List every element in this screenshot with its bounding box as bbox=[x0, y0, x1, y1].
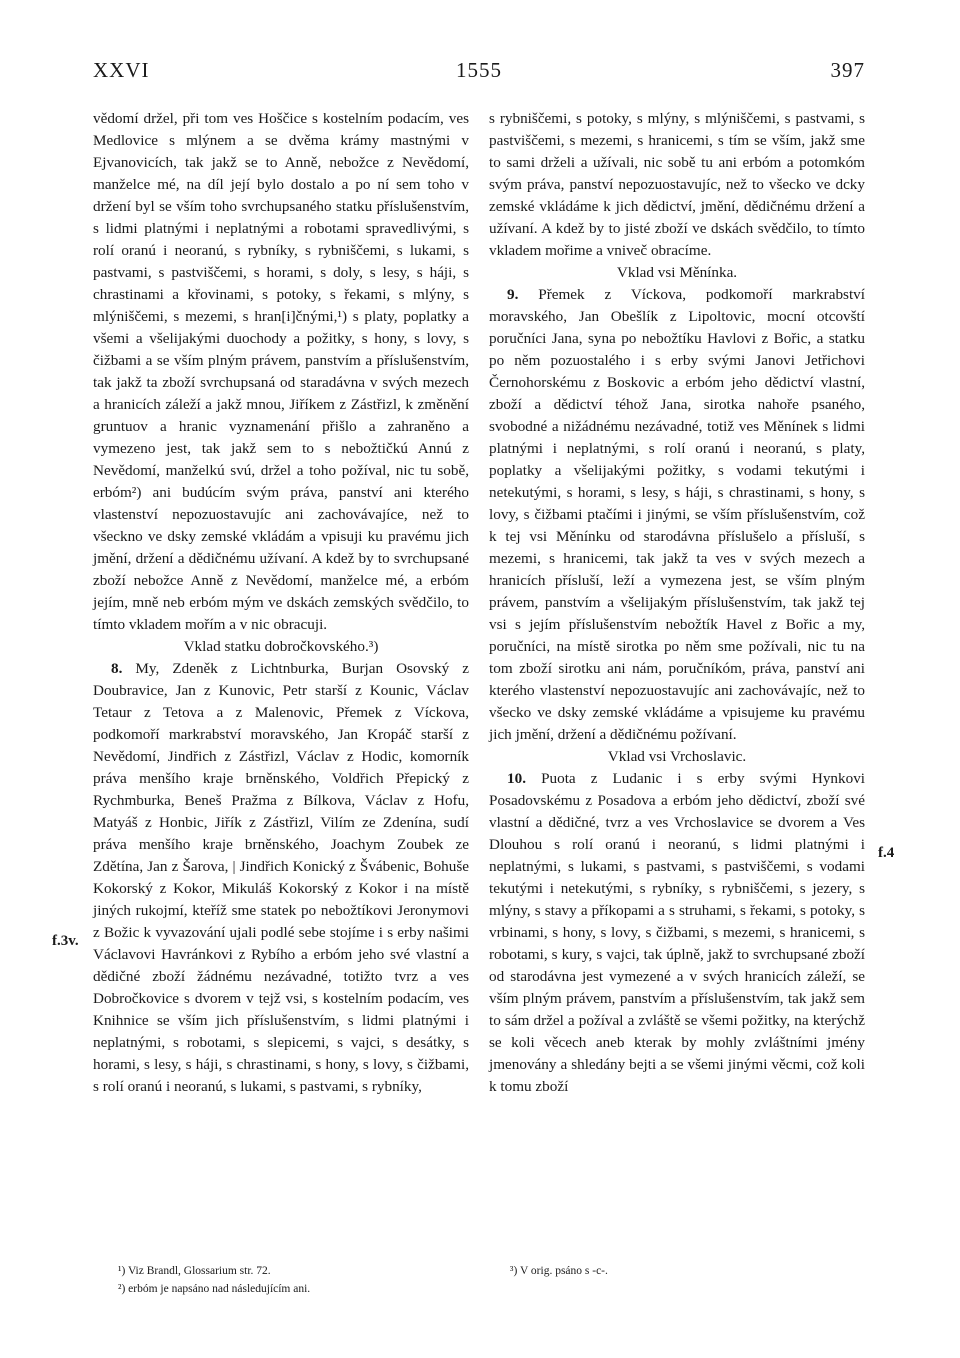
right-section-heading-1: Vklad vsi Měnínka. bbox=[616, 264, 738, 281]
item-9-number: 9. bbox=[507, 286, 519, 303]
chapter-number: XXVI bbox=[93, 58, 150, 82]
item-8-number: 8. bbox=[111, 660, 123, 677]
item-10-paragraph bbox=[489, 768, 865, 1098]
item-8-text: My, Zdeněk z Lichtnburka, Burjan Osovský z Doubravice, Jan z Kunovic, Petr starší z Kounic, Václav Tetaur z Tetova a z Malenovic, Přemek z Víckova, podkomoří markrabství moravského, Jan Kropáč starší z Nevědomí, Jindřich z Zástřizl, Václav z Hodic, komorník práva menšího kraje brněnského, Voldřich Přepický z Rychmburka, Beneš Pražma z Bílkova, Václav z Hofu, Matyáš z Honbic, Jiřík z Zástřizl, Vilím ze Zdenína, sudí práva menšího kraje brněnského, Joachym Zoubek ze Zdětína, Jan z Šarova, | Jindřich Konický z Švábenic, Bohuše Kokorský z Kokor, Mikuláš Kokorský z Kokor i na místě jiných rukojmí, kteříž sme statek po nebožtíkovi Jeronymovi z Božic k vyvazování ujali podlé sebe stojíme i s erby našimi Václavovi Havránkovi z Rybího a erbóm jeho své vlastní a dědičné zboží žádnému nezávadné, totižto tvrz a ves Dobročkovice s dvorem v tejž vsi, s kostelním podacím, ves Knihnice se vším jich příslušenstvím, s lidmi platnými i neplatnými, s robotami, s slepicemi, s vajci, s desátky, s horami, s lesy, s háji, s chrastinami, s hony, s lovy, s čižbami, s rolí oranú i neoranú, s lukami, s pastvami, s rybníky, bbox=[93, 660, 470, 1095]
footnotes-right bbox=[510, 1262, 860, 1280]
left-section-heading: Vklad statku dobročkovského.³) bbox=[183, 638, 379, 655]
left-paragraph-continuation: vědomí držel, při tom ves Hoščice s kostelním podacím, ves Medlovice s mlýnem a se dvěma krámy mastnými v Ejvanovicích, tak jakž se to Anně, nebožce z Nevědomí, manželce mé, na díl její bylo dostalo a po ní sem toho v držení byl se vším toho svrchupsaného statku příslušenstvím, s lidmi platnými i neplatnými a robotami spravedlivými, s rolí oranú i neoranú, s rybníky, s rybniščemi, s lukami, s pastvami, s pastviščemi, s horami, s doly, s lesy, s háji, s chrastinami a křovinami, s potoky, s řekami, s mlýny, s mlýniščemi, s mezemi, s hran[i]čnými,¹) s platy, poplatky a všemi a všelijakými duochody a požitky, s hony, s lovy, s čižbami a se vším plným právem, panstvím a příslušenstvím, tak jakž ta zboží svrchupsaná od staradávna v svých mezech a hranicích záleží a jakž mnou, Jiříkem z Zástřizl, k změnění gruntuov a hranic vyznamenání přišlo a zahraněno a vymezeno jest, tak jakž sem to s nebožtičkú Annú z Nevědomí, manželkú svú, držel a toho požíval, nic tu sobě, erbóm²) ani budúcím svým práva, panství ani kterého vlastenství nepozuostavujíc ani zachovávajíce, než to všeckno ve dsky zemské vkládám a vpisuji ku pravému jich jmění, držení a dědičnému užívaní. A kdež by to svrchupsané zboží nebožce Anně z Nevědomí, manželce mé, a erbóm jejím, mně neb erbóm mým ve dskách zemských svědčilo, to tímto vkladem mořím a v nic obracuji. bbox=[93, 110, 469, 633]
item-10-text: Puota z Ludanic i s erby svými Hynkovi Posadovskému z Posadova a erbóm jeho dědictví, zboží své vlastní a dědičné, tvrz a ves Vrchoslavice se dvorem a Ves Dlouhou s rolí oranú i neoranú, s lidmi platnými i neplatnými, s lukami, s pastvami, s pastviščemi, s vodami tekutými i netekutými, s rybníky, s rybniščemi, s jezery, s mlýny, s stavy a příkopami a s struhami, s řekami, s potoky, s vrbinami, s hony, s lovy, s čižbami, s mezemi, s hranicemi, s robotami, s kury, s vajci, tak úplně, jakž to svrchupsané zboží od starodávna jest vymezené a v svých hranicích záleží, se vším plným právem, panstvím a příslušenstvím, tak jakž sem to sám držel a požíval a zvláště se všemi požitky, na kterýchž se koli věcech aneb kterak by mohly zvláštními jmény jmenovány a shledány bejti a se všemi jinými věcmi, což koli k tomu zboží bbox=[489, 770, 866, 1095]
page-header bbox=[93, 58, 865, 88]
margin-folio-right: f.4 bbox=[878, 845, 895, 861]
year: 1555 bbox=[456, 58, 502, 82]
item-9-paragraph bbox=[489, 284, 865, 746]
right-paragraph-continuation: s rybniščemi, s potoky, s mlýny, s mlýniščemi, s pastvami, s pastviščemi, s mezemi, s hranicemi, s tím se vším, jakž sme to sami drželi a užívali, nic sobě tu ani erbóm a potomkóm svým práva, panství nepozuostavujíc, než to všecko ve dcky zemské vkládáme k jich dědictví, jmění, dědičnému držení a užívaní. A kdež by to jisté zboží ve dskách svědčilo, to tímto vkladem mořime a vniveč obracíme. bbox=[489, 110, 865, 259]
margin-folio-left: f.3v. bbox=[52, 933, 79, 949]
item-9-text: Přemek z Víckova, podkomoří markrabství moravského, Jan Obešlík z Lipoltovic, mocní otcovští poručníci Jana, syna po nebožtíku Havlovi z Bořic, a statku po něm pozuostalého i s erby svými Janovi Jetřichovi Černohorskému z Boskovic a erbóm jeho dědictví vlastní, zboží a dědictví téhož Jana, sirotka nahoře psaného, svobodné a nižádnému nezávadné, totiž ves Měnínek s lidmi platnými i neplatnými, s rolí oranú i neoranú, s platy, poplatky a všelijakými požitky, s vodami tekutými i netekutými, s horami, s lesy, s háji, s chrastinami, s hony, s lovy, s čižbami ptačími i jinými, se vším příslušenstvím, což k tej vsi Měnínku od starodávna příslušelo a přísluší, s mezemi, s hranicemi, tak jakž ta ves v svých mezech a hranicích přísluší, leží a vymezena jest, se vším plným právem, panstvím a všelijakým příslušenstvím, tak jakž tej vsi s jejím příslušenstvím nebožtík Havel z Bořic a my, poručníci, na místě sirotka po něm sme požívali, nic tu na tom zboží sirotku ani nám, poručníkóm, práva, panství ani kterého vlastenství nepozuostavujíc ani zachovávajíc, než to všecko ve dsky zemské vkládáme a vpisujeme ku pravému jich jmění, držení a dědičnému požívaní. bbox=[489, 286, 865, 743]
footnote-2: ²) erbóm je napsáno nad následujícím ani. bbox=[118, 1283, 311, 1295]
right-section-heading-2: Vklad vsi Vrchoslavic. bbox=[607, 748, 747, 765]
page-number: 397 bbox=[830, 58, 865, 82]
footnote-3: ³) V orig. psáno s -c-. bbox=[510, 1265, 608, 1277]
left-column bbox=[93, 108, 469, 1098]
footnotes-left bbox=[118, 1262, 468, 1298]
right-column bbox=[489, 108, 865, 1098]
item-8-paragraph bbox=[93, 658, 469, 1098]
footnote-1: ¹) Viz Brandl, Glossarium str. 72. bbox=[118, 1265, 271, 1277]
item-10-number: 10. bbox=[507, 770, 526, 787]
